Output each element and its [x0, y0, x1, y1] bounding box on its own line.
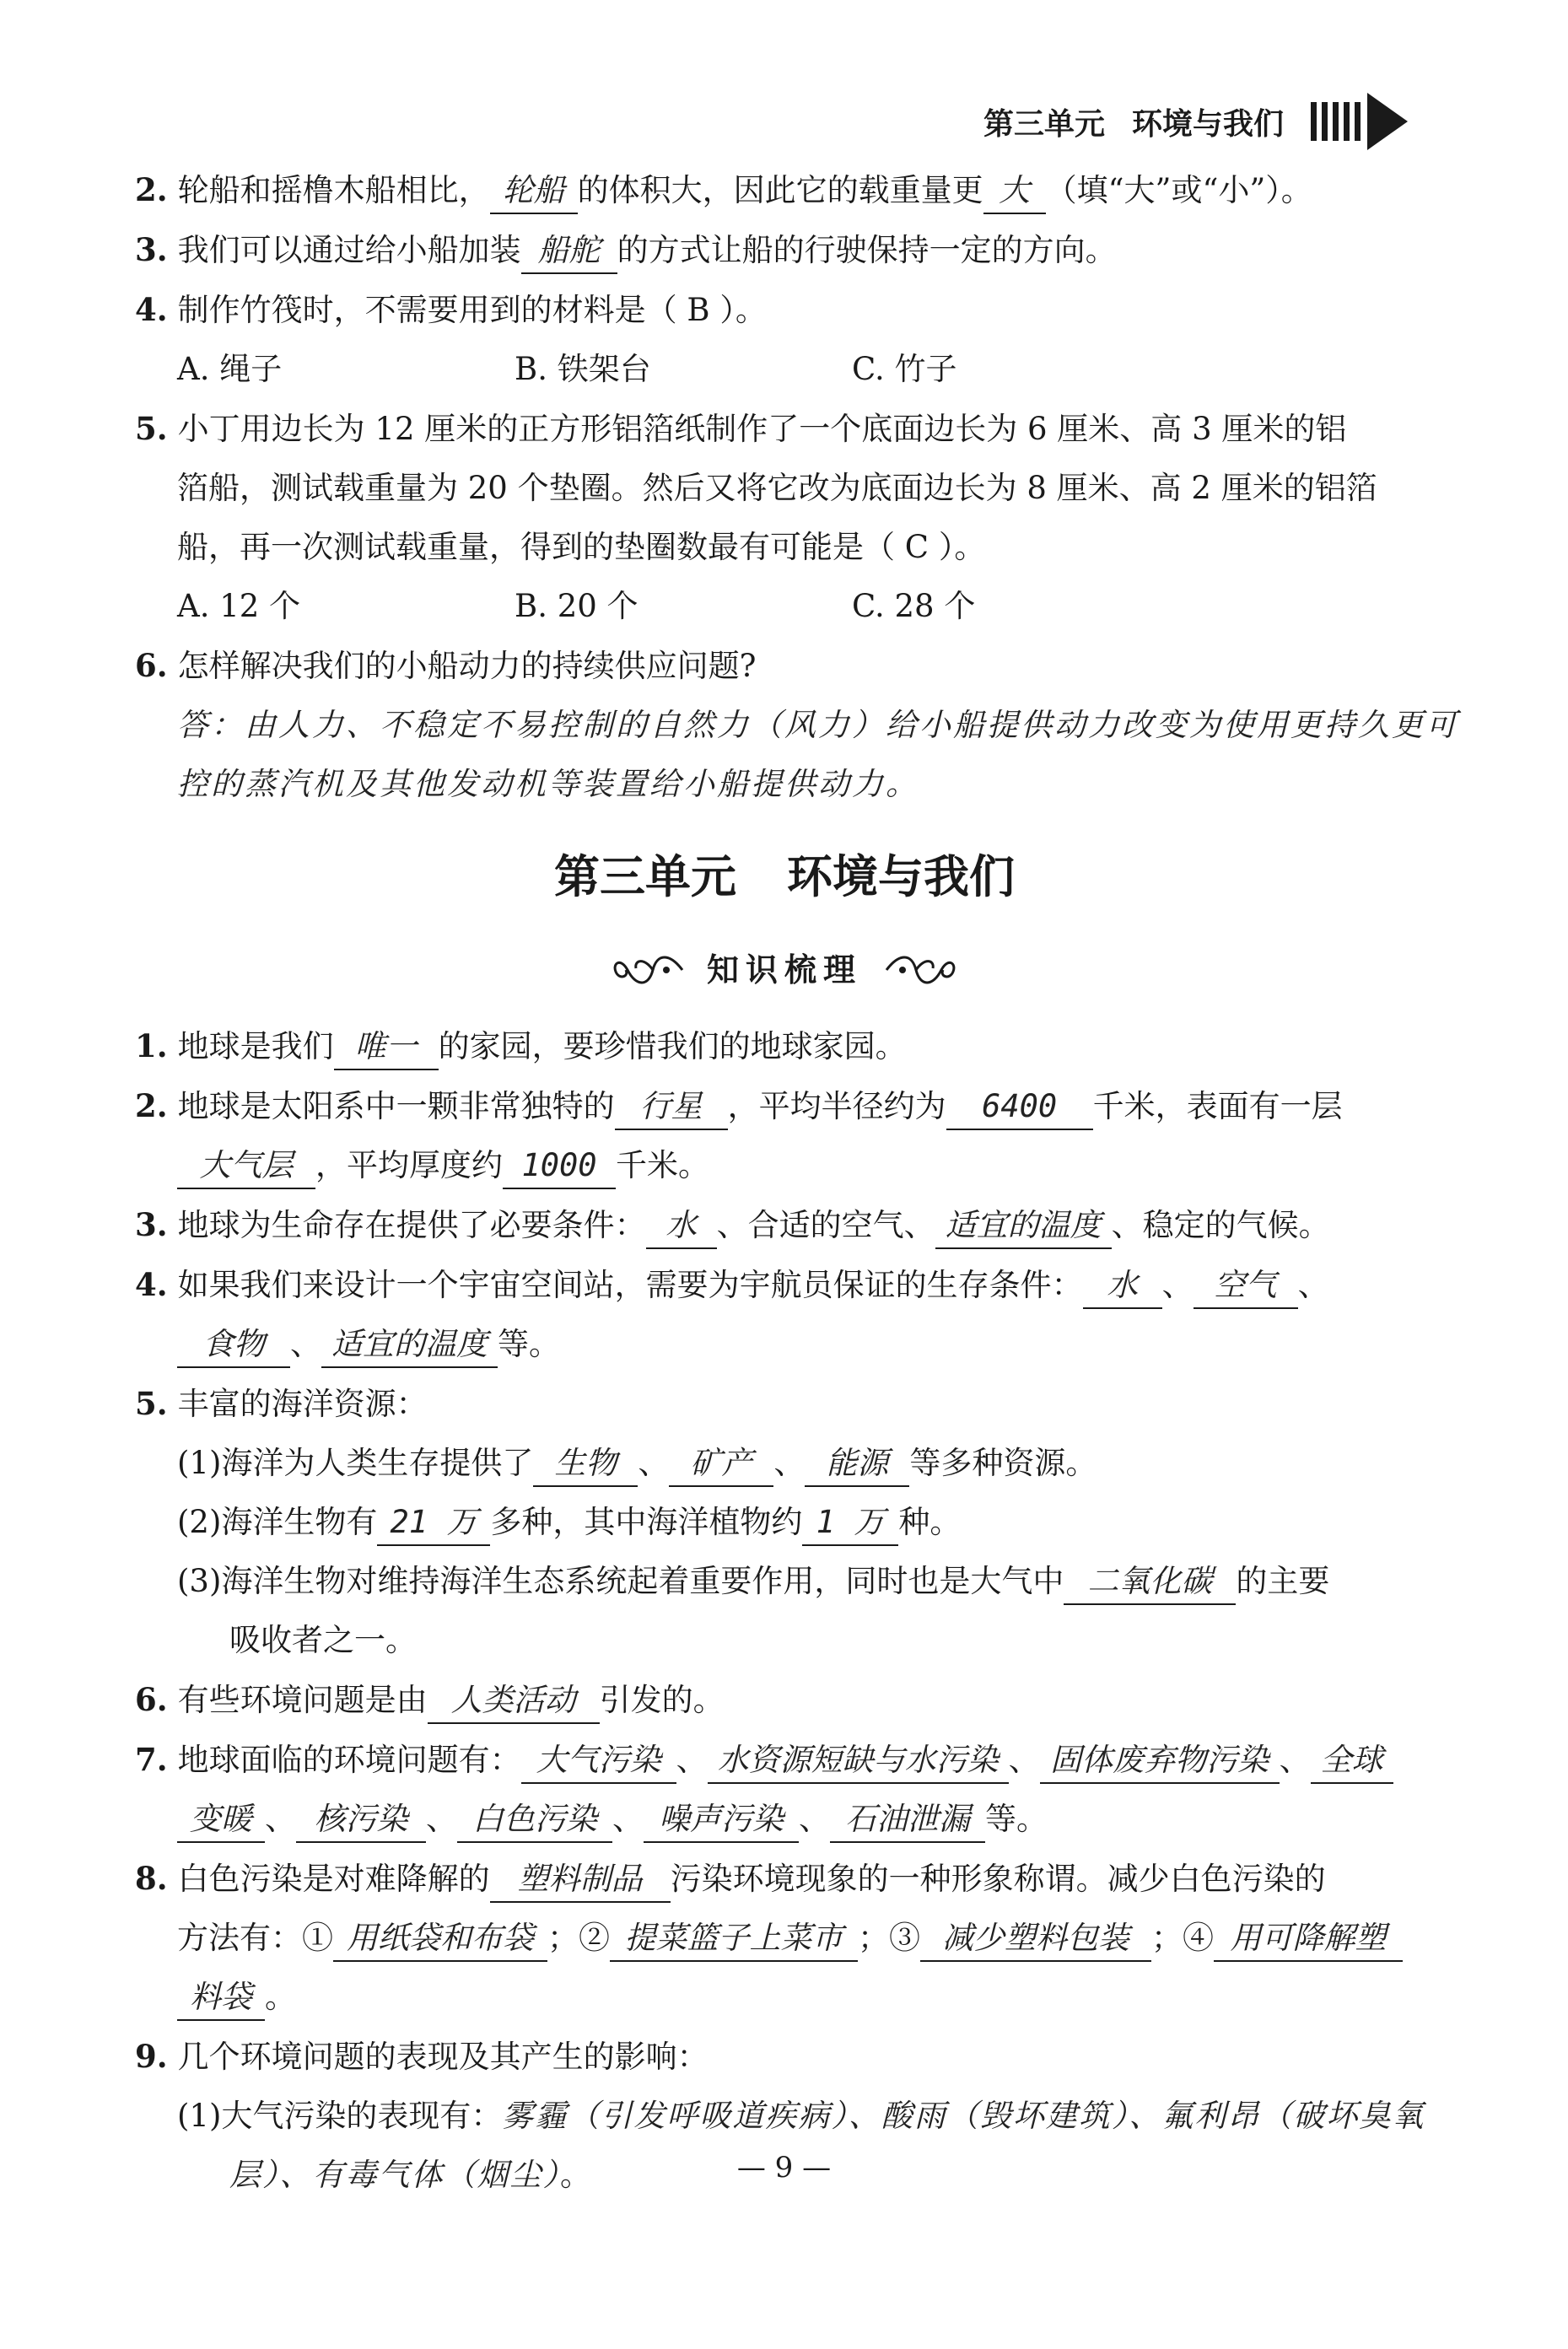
- answer-blank: 全球: [1311, 1738, 1393, 1784]
- ornament-left-icon: [611, 945, 687, 995]
- answer-blank: 6400: [946, 1085, 1093, 1130]
- answer-blank: 变暖: [177, 1797, 265, 1843]
- knowledge-5-sub-2: (2)海洋生物有 21 万 多种，其中海洋植物约 1 万 种。: [135, 1493, 1434, 1552]
- header-unit: 第三单元: [983, 106, 1105, 142]
- knowledge-8-line-3: 料袋 。: [135, 1968, 1434, 2027]
- knowledge-3: 3. 地球为生命存在提供了必要条件： 水 、合适的空气、 适宜的温度 、稳定的气候。: [135, 1195, 1434, 1255]
- knowledge-2: 2. 地球是太阳系中一颗非常独特的 行星 ，平均半径约为 6400 千米，表面有一层: [135, 1076, 1434, 1136]
- knowledge-8-line-2: 方法有：① 用纸袋和布袋 ；② 提菜篮子上菜市 ；③ 减少塑料包装 ；④ 用可降解塑: [135, 1909, 1434, 1968]
- question-6: 6. 怎样解决我们的小船动力的持续供应问题?: [135, 647, 757, 684]
- knowledge-7-line-2: 变暖 、 核污染 、 白色污染 、 噪声污染 、 石油泄漏 等。: [135, 1790, 1434, 1849]
- answer-blank: 行星: [615, 1085, 728, 1130]
- knowledge-5-sub-3-line-2: 吸收者之一。: [229, 1622, 417, 1658]
- answer-blank: 噪声污染: [644, 1797, 799, 1843]
- running-header: [983, 91, 1408, 152]
- answer-blank: 水资源短缺与水污染: [708, 1738, 1009, 1784]
- question-6-answer-line-1: 答：由人力、不稳定不易控制的自然力（风力）给小船提供动力改变为使用更持久更可: [177, 707, 1459, 743]
- knowledge-5: 5. 丰富的海洋资源：: [135, 1385, 428, 1422]
- answer-blank: 能源: [805, 1441, 909, 1487]
- answer-blank: 空气: [1194, 1263, 1298, 1309]
- answer-blank: 船舵: [521, 229, 617, 274]
- knowledge-9-sub-1: (1)大气污染的表现有：雾霾（引发呼吸道疾病）、酸雨（毁坏建筑）、氟利昂（破坏臭氧: [177, 2098, 1425, 2134]
- option-c: C. 28 个: [852, 588, 976, 624]
- answer-blank: 料袋: [177, 1975, 265, 2021]
- knowledge-5-sub-1: (1)海洋为人类生存提供了 生物 、 矿产 、 能源 等多种资源。: [135, 1434, 1434, 1493]
- knowledge-2-line-2: 大气层 ，平均厚度约 1000 千米。: [135, 1136, 1434, 1195]
- answer-blank: 食物: [177, 1323, 290, 1368]
- answer-blank: 矿产: [669, 1441, 773, 1487]
- question-5-line-3: 船，再一次测试载重量，得到的垫圈数最有可能是（ C ）。: [177, 529, 986, 565]
- option-a: A. 绳子: [177, 351, 283, 387]
- handwritten-answer: 层）、有毒气体（烟尘）: [229, 2157, 560, 2193]
- question-5: 5. 小丁用边长为 12 厘米的正方形铝箔纸制作了一个底面边长为 6 厘米、高 3 厘米的铝: [135, 410, 1347, 447]
- knowledge-9-sub-1-line-2: 层）、有毒气体（烟尘）。: [229, 2157, 591, 2193]
- question-5-line-2: 箔船，测试载重量为 20 个垫圈。然后又将它改为底面边长为 8 厘米、高 2 厘米的铝箔: [177, 470, 1377, 506]
- answer-blank: 1000: [503, 1144, 616, 1189]
- answer-blank: 提菜篮子上菜市: [610, 1916, 858, 1962]
- answer-blank: 大气层: [177, 1144, 315, 1189]
- page-number: — 9 —: [736, 2151, 832, 2185]
- arrow-icon: [1311, 93, 1408, 150]
- question-5-options: [135, 577, 1434, 636]
- knowledge-6: 6. 有些环境问题是由 人类活动 引发的。: [135, 1670, 1434, 1730]
- answer-blank: 二氧化碳: [1064, 1560, 1236, 1605]
- answer-blank: 减少塑料包装: [920, 1916, 1151, 1962]
- page-content: [135, 160, 1459, 2205]
- knowledge-4: 4. 如果我们来设计一个宇宙空间站，需要为宇航员保证的生存条件： 水 、 空气 、: [135, 1255, 1434, 1315]
- answer-blank: 大气污染: [521, 1738, 676, 1784]
- question-6-answer-line-2: 控的蒸汽机及其他发动机等装置给小船提供动力。: [177, 766, 919, 802]
- answer-blank: 水: [1083, 1263, 1162, 1309]
- answer-blank: 生物: [533, 1441, 638, 1487]
- answer-blank: 石油泄漏: [830, 1797, 985, 1843]
- answer-blank: 用纸袋和布袋: [333, 1916, 547, 1962]
- handwritten-answer: 雾霾（引发呼吸道疾病）、酸雨（毁坏建筑）、氟利昂（破坏臭氧: [502, 2098, 1425, 2134]
- knowledge-4-line-2: 食物 、 适宜的温度 等。: [135, 1315, 1434, 1374]
- question-4: 4. 制作竹筏时，不需要用到的材料是（ B ）。: [135, 291, 767, 328]
- option-a: A. 12 个: [177, 588, 301, 624]
- knowledge-8: 8. 白色污染是对难降解的 塑料制品 污染环境现象的一种形象称谓。减少白色污染的: [135, 1849, 1434, 1909]
- answer-blank: 适宜的温度: [321, 1323, 498, 1368]
- answer-blank: 适宜的温度: [935, 1204, 1112, 1249]
- answer-blank: 固体废弃物污染: [1040, 1738, 1280, 1784]
- knowledge-1: 1. 地球是我们 唯一 的家园，要珍惜我们的地球家园。: [135, 1016, 1434, 1076]
- header-title: 环境与我们: [1131, 106, 1284, 142]
- answer-blank: 用可降解塑: [1214, 1916, 1403, 1962]
- section-heading: [135, 924, 1434, 1016]
- answer-blank: 塑料制品: [490, 1857, 671, 1903]
- option-b: B. 20 个: [515, 588, 639, 624]
- ornament-right-icon: [882, 945, 958, 995]
- question-4-options: [135, 340, 1434, 399]
- answer-blank: 核污染: [296, 1797, 426, 1843]
- answer-blank: 轮船: [490, 169, 578, 214]
- question-2: 2. 轮船和摇橹木船相比， 轮船 的体积大，因此它的载重量更 大 （填“大”或“小”）。: [135, 160, 1434, 220]
- answer-blank: 唯一: [334, 1025, 439, 1070]
- answer-blank: 大: [983, 169, 1046, 214]
- knowledge-5-sub-3: (3)海洋生物对维持海洋生态系统起着重要作用，同时也是大气中 二氧化碳 的主要: [135, 1552, 1434, 1611]
- knowledge-9: 9. 几个环境问题的表现及其产生的影响：: [135, 2038, 709, 2075]
- question-3: 3. 我们可以通过给小船加装 船舵 的方式让船的行驶保持一定的方向。: [135, 220, 1434, 280]
- option-b: B. 铁架台: [515, 351, 651, 387]
- unit-title: 第三单元 环境与我们: [554, 850, 1015, 903]
- knowledge-7: 7. 地球面临的环境问题有： 大气污染 、 水资源短缺与水污染 、 固体废弃物污染 、 全球: [135, 1730, 1434, 1790]
- answer-blank: 21 万: [377, 1500, 490, 1546]
- answer-blank: 1 万: [802, 1500, 898, 1546]
- option-c: C. 竹子: [852, 351, 957, 387]
- answer-blank: 人类活动: [428, 1678, 600, 1724]
- answer-blank: 白色污染: [457, 1797, 612, 1843]
- answer-blank: 水: [646, 1204, 717, 1249]
- section-title: 知识梳理: [706, 951, 862, 989]
